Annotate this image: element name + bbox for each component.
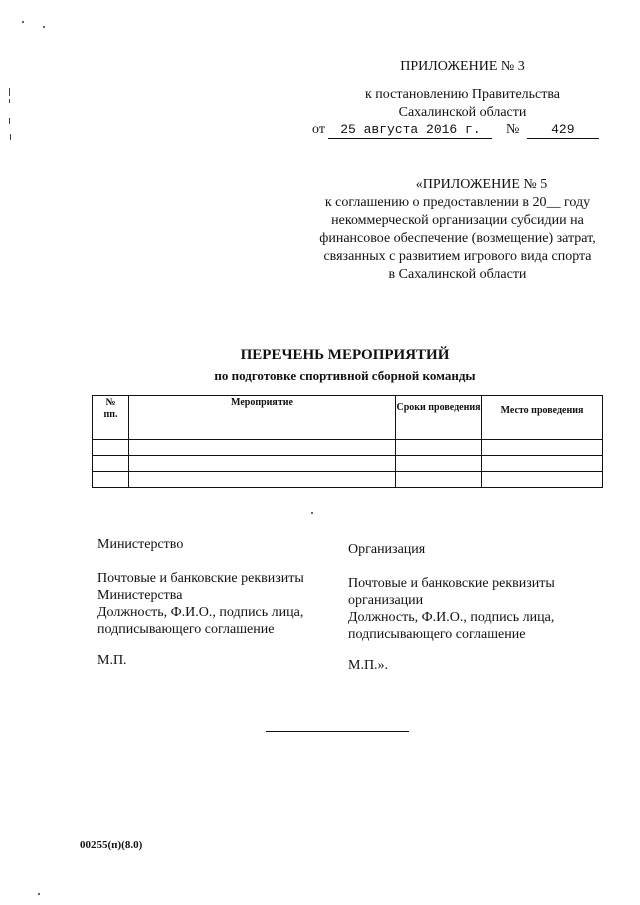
resolution-appendix-block <box>330 58 595 122</box>
table-row <box>93 440 603 456</box>
scan-edge-mark <box>9 88 10 96</box>
organization-name: Организация <box>348 542 426 557</box>
ministry-requisites: Почтовые и банковские реквизиты <box>97 571 304 586</box>
col-header-place: Место проведения <box>482 396 603 440</box>
col-header-dates: Сроки проведения <box>396 396 482 440</box>
table-cell[interactable] <box>396 456 482 472</box>
table-cell[interactable] <box>396 472 482 488</box>
table-row <box>93 456 603 472</box>
ministry-signatory: Должность, Ф.И.О., подпись лица, <box>97 605 304 620</box>
col-header-number: № пп. <box>93 396 129 440</box>
table-cell[interactable] <box>129 440 396 456</box>
organization-seal-mark: М.П.». <box>348 658 389 673</box>
agreement-appendix-block <box>300 176 615 284</box>
table-cell[interactable] <box>93 440 129 456</box>
document-code: 00255(п)(8.0) <box>80 839 143 851</box>
date-prefix: от <box>312 122 325 137</box>
table-cell[interactable] <box>93 456 129 472</box>
ministry-signatory-cont: подписывающего соглашение <box>97 622 275 637</box>
resolution-reference: к постановлению Правительства <box>364 87 561 102</box>
number-prefix: № <box>505 122 520 137</box>
sub-appendix-line: к соглашению о предоставлении в 20__ году <box>324 195 591 210</box>
document-title: ПЕРЕЧЕНЬ МЕРОПРИЯТИЙ <box>240 347 450 363</box>
table-cell[interactable] <box>482 440 603 456</box>
scan-speck <box>43 26 45 28</box>
table-cell[interactable] <box>129 472 396 488</box>
table-header-row <box>93 396 603 440</box>
resolution-date-line <box>312 122 612 139</box>
region-name: Сахалинской области <box>398 105 527 120</box>
sub-appendix-line: в Сахалинской области <box>388 267 527 282</box>
col-header-event: Мероприятие <box>129 396 396 440</box>
organization-signature-block <box>348 541 608 674</box>
appendix-title: ПРИЛОЖЕНИЕ № 3 <box>400 59 525 74</box>
ministry-requisites-cont: Министерства <box>97 588 183 603</box>
ministry-signature-block <box>97 536 337 669</box>
scan-edge-mark <box>9 99 10 103</box>
date-value: 25 августа 2016 г. <box>328 122 492 139</box>
scan-speck <box>38 893 40 895</box>
table-row <box>93 472 603 488</box>
organization-requisites: Почтовые и банковские реквизиты <box>348 576 555 591</box>
scan-edge-mark <box>10 134 11 140</box>
table-cell[interactable] <box>129 456 396 472</box>
table-cell[interactable] <box>482 456 603 472</box>
number-value: 429 <box>527 122 599 139</box>
organization-signatory: Должность, Ф.И.О., подпись лица, <box>348 610 555 625</box>
sub-appendix-title: «ПРИЛОЖЕНИЕ № 5 <box>415 177 548 192</box>
ministry-name: Министерство <box>97 537 184 552</box>
table-cell[interactable] <box>396 440 482 456</box>
sub-appendix-line: финансовое обеспечение (возмещение) затрат, <box>319 231 596 246</box>
scan-edge-mark <box>9 118 10 124</box>
sub-appendix-line: связанных с развитием игрового вида спорта <box>323 249 592 264</box>
document-subtitle: по подготовке спортивной сборной команды <box>214 368 476 383</box>
table-cell[interactable] <box>482 472 603 488</box>
scan-speck <box>311 512 313 514</box>
ministry-seal-mark: М.П. <box>97 653 127 668</box>
closing-divider <box>266 731 409 732</box>
organization-signatory-cont: подписывающего соглашение <box>348 627 526 642</box>
sub-appendix-line: некоммерческой организации субсидии на <box>331 213 584 228</box>
scan-speck <box>22 21 24 23</box>
table-cell[interactable] <box>93 472 129 488</box>
events-table <box>92 395 603 488</box>
organization-requisites-cont: организации <box>348 593 424 608</box>
